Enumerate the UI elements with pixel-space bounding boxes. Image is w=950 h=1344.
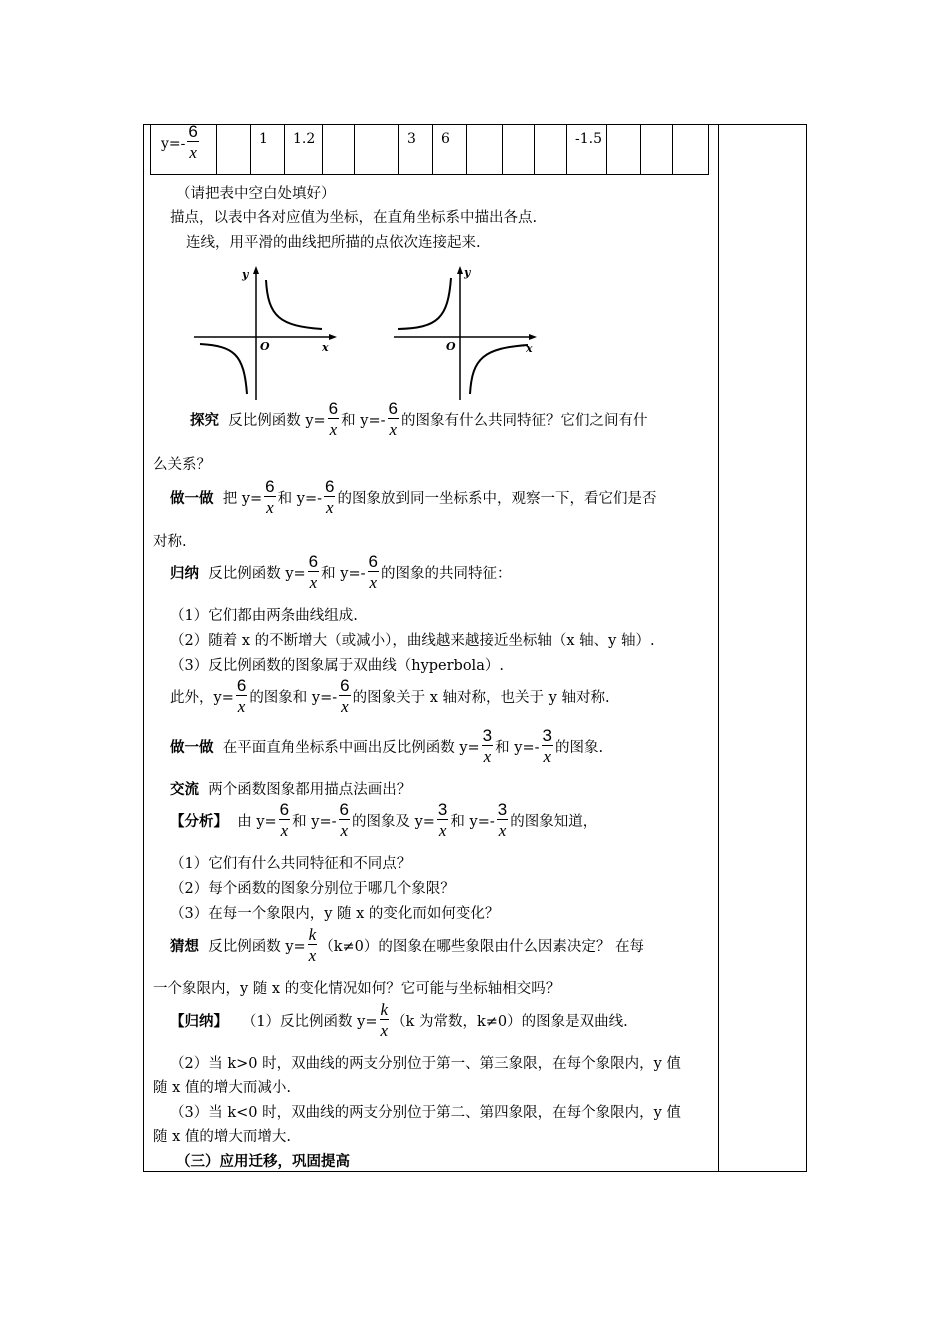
text: 的图象及 y=	[351, 814, 435, 830]
exchange-keyword: 交流	[170, 782, 199, 798]
fraction-num: 3	[497, 800, 508, 819]
text: 的图象和 y=-	[249, 690, 338, 706]
text: 的图象关于 x 轴对称，也关于 y 轴对称.	[352, 690, 610, 706]
text: （k 为常数，k≠0）的图象是双曲线.	[391, 1014, 628, 1030]
text: 反比例函数 y=	[228, 413, 326, 429]
origin-label: O	[260, 340, 270, 353]
fraction	[368, 553, 379, 591]
values-table	[150, 124, 709, 175]
text: 和 y=-	[277, 491, 322, 507]
fraction-num: 6	[188, 122, 198, 141]
summary1-paragraph	[170, 552, 512, 593]
text: 两个函数图象都用描点法画出？	[208, 782, 412, 798]
y-axis-label: y	[242, 268, 249, 281]
summary-keyword: 归纳	[170, 566, 199, 582]
table-row	[151, 125, 709, 175]
fraction	[328, 400, 339, 438]
x-axis-arrow	[529, 334, 537, 340]
fraction-num: 3	[542, 726, 552, 745]
fraction	[339, 801, 350, 839]
fraction-den: x	[498, 821, 507, 840]
section-title: （三）应用迁移，巩固提高	[176, 1154, 350, 1170]
fraction-den: x	[325, 498, 334, 517]
fraction-num: 6	[388, 399, 398, 418]
row-label-prefix: y=-	[161, 136, 186, 152]
fraction-num: 6	[340, 676, 350, 695]
fraction-den: x	[341, 697, 349, 716]
fraction-den: x	[483, 747, 492, 766]
text: 反比例函数 y=	[208, 566, 306, 582]
analysis-paragraph	[170, 800, 598, 841]
exchange-paragraph	[170, 778, 411, 799]
explore-paragraph	[190, 399, 648, 440]
fraction-den: x	[189, 143, 197, 162]
fraction-num: 6	[308, 552, 319, 571]
summary1-item-1: （1）它们都由两条曲线组成.	[170, 608, 358, 624]
graph-y-6-over-x	[194, 262, 344, 402]
analysis-keyword: 【分析】	[170, 814, 228, 830]
analysis-item-3: （3）在每一个象限内，y 随 x 的变化而如何变化？	[170, 906, 500, 922]
text: 的图象.	[554, 740, 604, 756]
text: （1）反比例函数 y=	[241, 1014, 378, 1030]
fraction	[187, 123, 198, 161]
fill-note: （请把表中空白处填好）	[176, 186, 336, 202]
fraction-num: 6	[368, 552, 378, 571]
fraction-den: x	[369, 573, 377, 592]
fraction-den: x	[308, 946, 317, 965]
explore-keyword: 探究	[190, 413, 219, 429]
text: 的图象的共同特征：	[380, 566, 512, 582]
fraction	[380, 1001, 390, 1039]
column-divider	[718, 124, 719, 1172]
guess-keyword: 猜想	[170, 939, 199, 955]
fraction-num: 6	[265, 477, 275, 496]
table-cell: -1.5	[567, 125, 607, 175]
fraction-den: x	[329, 420, 338, 439]
explore-continued: 么关系？	[153, 457, 211, 473]
summary1-item-2: （2）随着 x 的不断增大（或减小），曲线越来越接近坐标轴（x 轴、y 轴）.	[170, 633, 655, 649]
table-cell: 1.2	[285, 125, 323, 175]
fraction-den: x	[438, 821, 447, 840]
text: 在平面直角坐标系中画出反比例函数 y=	[222, 740, 480, 756]
summary2-item-3b: 随 x 值的增大而增大.	[153, 1129, 292, 1145]
branch-q2	[398, 278, 451, 329]
fraction-den: x	[309, 573, 318, 592]
table-cell	[217, 125, 251, 175]
fraction-den: x	[237, 697, 246, 716]
origin-label: O	[446, 340, 456, 353]
text: 反比例函数 y=	[208, 939, 306, 955]
y-axis-label: y	[464, 266, 471, 279]
fraction	[388, 400, 399, 438]
text: （k≠0）的图象在哪些象限由什么因素决定？ 在每	[319, 939, 644, 955]
y-axis-arrow	[253, 266, 259, 274]
row-label	[151, 122, 217, 175]
summary2-item-2a: （2）当 k>0 时，双曲线的两支分别位于第一、第三象限，在每个象限内，y 值	[170, 1056, 681, 1072]
analysis-item-1: （1）它们有什么共同特征和不同点？	[170, 856, 412, 872]
summary2-paragraph	[170, 1000, 628, 1041]
analysis-item-2: （2）每个函数的图象分别位于哪几个象限？	[170, 881, 455, 897]
fraction-den: x	[280, 821, 289, 840]
try2-paragraph	[170, 726, 604, 767]
fraction-den: x	[340, 821, 348, 840]
also-paragraph	[170, 676, 610, 717]
table-cell	[355, 125, 399, 175]
table-cell	[503, 125, 535, 175]
fraction-num: k	[380, 1000, 389, 1019]
summary2-item-2b: 随 x 值的增大而减小.	[153, 1080, 292, 1096]
table-cell	[641, 125, 673, 175]
try1-continued: 对称.	[153, 534, 187, 550]
table-cell: 3	[399, 125, 433, 175]
fraction-num: k	[308, 925, 317, 944]
fraction-num: 6	[279, 800, 290, 819]
text: 由 y=	[237, 814, 277, 830]
guess-continued: 一个象限内，y 随 x 的变化情况如何？它可能与坐标轴相交吗？	[153, 981, 561, 997]
fraction	[279, 801, 290, 839]
x-axis-label: x	[526, 342, 533, 355]
branch-q1	[266, 280, 322, 329]
text: 的图象知道，	[510, 814, 598, 830]
fraction	[482, 727, 493, 765]
plot-points-text: 描点，以表中各对应值为坐标，在直角坐标系中描出各点.	[170, 210, 538, 226]
fraction-den: x	[389, 420, 397, 439]
fraction-den: x	[380, 1021, 389, 1040]
text: 和 y=-	[495, 740, 540, 756]
table-cell	[673, 125, 709, 175]
table-cell	[607, 125, 641, 175]
text: 的图象放到同一坐标系中，观察一下，看它们是否	[337, 491, 657, 507]
text: 和 y=-	[341, 413, 386, 429]
section-heading	[176, 1150, 350, 1171]
try-keyword: 做一做	[170, 491, 214, 507]
summary1-item-3: （3）反比例函数的图象属于双曲线（hyperbola）.	[170, 658, 504, 674]
text: 和 y=-	[450, 814, 495, 830]
guess-paragraph	[170, 925, 644, 966]
fraction	[437, 801, 448, 839]
connect-text: 连线，用平滑的曲线把所描的点依次连接起来.	[186, 235, 481, 251]
fraction	[542, 727, 553, 765]
graph-y-neg-6-over-x	[394, 262, 544, 402]
fraction	[339, 677, 350, 715]
try-keyword: 做一做	[170, 740, 214, 756]
fraction	[264, 478, 275, 516]
fraction-num: 6	[339, 800, 349, 819]
fraction-num: 6	[328, 399, 339, 418]
fraction	[308, 553, 319, 591]
fraction-den: x	[543, 747, 551, 766]
fraction	[497, 801, 508, 839]
table-cell: 6	[433, 125, 467, 175]
text: 和 y=-	[321, 566, 366, 582]
text: 和 y=-	[292, 814, 337, 830]
text: 的图象有什么共同特征？它们之间有什	[400, 413, 648, 429]
try1-paragraph	[170, 477, 657, 518]
text: 把 y=	[222, 491, 263, 507]
fraction	[236, 677, 247, 715]
table-cell	[535, 125, 567, 175]
fraction	[324, 478, 335, 516]
fraction-den: x	[266, 498, 274, 517]
summary-keyword: 【归纳】	[170, 1014, 228, 1030]
summary2-item-3a: （3）当 k<0 时，双曲线的两支分别位于第二、第四象限，在每个象限内，y 值	[170, 1105, 681, 1121]
fraction-num: 3	[437, 800, 448, 819]
branch-q4	[470, 345, 528, 394]
x-axis-arrow	[329, 334, 337, 340]
table-cell	[323, 125, 355, 175]
fraction-num: 6	[325, 477, 335, 496]
fraction-num: 3	[482, 726, 493, 745]
table-cell	[467, 125, 503, 175]
text: 此外，y=	[170, 690, 234, 706]
branch-q3	[200, 344, 247, 394]
table-cell: 1	[251, 125, 285, 175]
x-axis-label: x	[322, 341, 329, 354]
y-axis-arrow	[457, 266, 463, 274]
fraction-num: 6	[236, 676, 247, 695]
fraction	[308, 926, 318, 964]
